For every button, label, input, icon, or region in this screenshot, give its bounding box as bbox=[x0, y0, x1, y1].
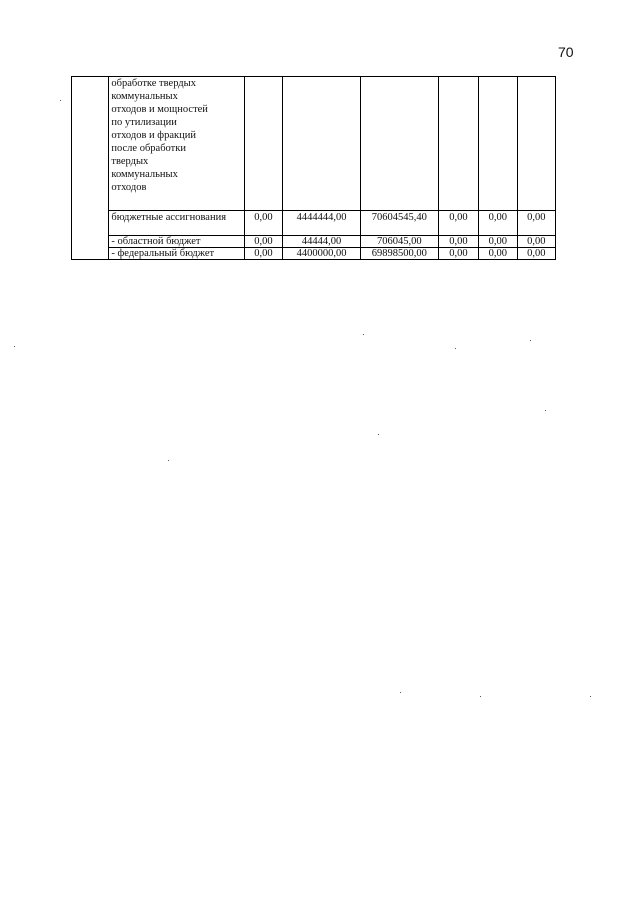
table-row bbox=[72, 236, 556, 248]
description-line: коммунальных bbox=[111, 91, 178, 102]
empty-cell bbox=[360, 77, 438, 211]
value-cell: 0,00 bbox=[244, 248, 282, 260]
scan-speck bbox=[400, 692, 401, 693]
row-label: бюджетные ассигнования bbox=[109, 211, 244, 236]
value-cell: 706045,00 bbox=[360, 236, 438, 248]
value-cell: 4444444,00 bbox=[283, 211, 361, 236]
value-cell: 70604545,40 bbox=[360, 211, 438, 236]
description-line: твердых bbox=[111, 156, 149, 167]
empty-cell bbox=[517, 77, 555, 211]
description-cell bbox=[109, 77, 244, 211]
scan-speck bbox=[545, 410, 546, 411]
scan-speck bbox=[480, 696, 481, 697]
description-line: отходов и мощностей bbox=[111, 104, 208, 115]
empty-cell bbox=[244, 77, 282, 211]
scan-speck bbox=[455, 348, 456, 349]
table-row bbox=[72, 77, 556, 211]
value-cell: 0,00 bbox=[244, 211, 282, 236]
value-cell: 0,00 bbox=[479, 248, 517, 260]
scan-speck bbox=[590, 696, 591, 697]
value-cell: 69898500,00 bbox=[360, 248, 438, 260]
value-cell: 44444,00 bbox=[283, 236, 361, 248]
page-number: 70 bbox=[558, 44, 574, 60]
table-row bbox=[72, 248, 556, 260]
scan-speck bbox=[60, 100, 61, 101]
empty-cell bbox=[479, 77, 517, 211]
value-cell: 0,00 bbox=[244, 236, 282, 248]
budget-table bbox=[71, 76, 556, 260]
empty-cell bbox=[283, 77, 361, 211]
row-label: - федеральный бюджет bbox=[109, 248, 244, 260]
scan-speck bbox=[14, 346, 15, 347]
value-cell: 0,00 bbox=[479, 236, 517, 248]
value-cell: 0,00 bbox=[438, 211, 478, 236]
description-line: после обработки bbox=[111, 143, 186, 154]
value-cell: 4400000,00 bbox=[283, 248, 361, 260]
row-label: - областной бюджет bbox=[109, 236, 244, 248]
description-line: по утилизации bbox=[111, 117, 177, 128]
value-cell: 0,00 bbox=[479, 211, 517, 236]
scan-speck bbox=[363, 334, 364, 335]
value-cell: 0,00 bbox=[517, 236, 555, 248]
description-line: коммунальных bbox=[111, 169, 178, 180]
value-cell: 0,00 bbox=[517, 248, 555, 260]
scan-speck bbox=[168, 460, 169, 461]
description-line: обработке твердых bbox=[111, 78, 196, 89]
scan-speck bbox=[530, 340, 531, 341]
description-line: отходов bbox=[111, 182, 147, 193]
value-cell: 0,00 bbox=[517, 211, 555, 236]
empty-cell bbox=[438, 77, 478, 211]
empty-cell bbox=[72, 77, 109, 260]
description-line: отходов и фракций bbox=[111, 130, 196, 141]
table-row bbox=[72, 211, 556, 236]
value-cell: 0,00 bbox=[438, 236, 478, 248]
value-cell: 0,00 bbox=[438, 248, 478, 260]
scan-speck bbox=[378, 434, 379, 435]
